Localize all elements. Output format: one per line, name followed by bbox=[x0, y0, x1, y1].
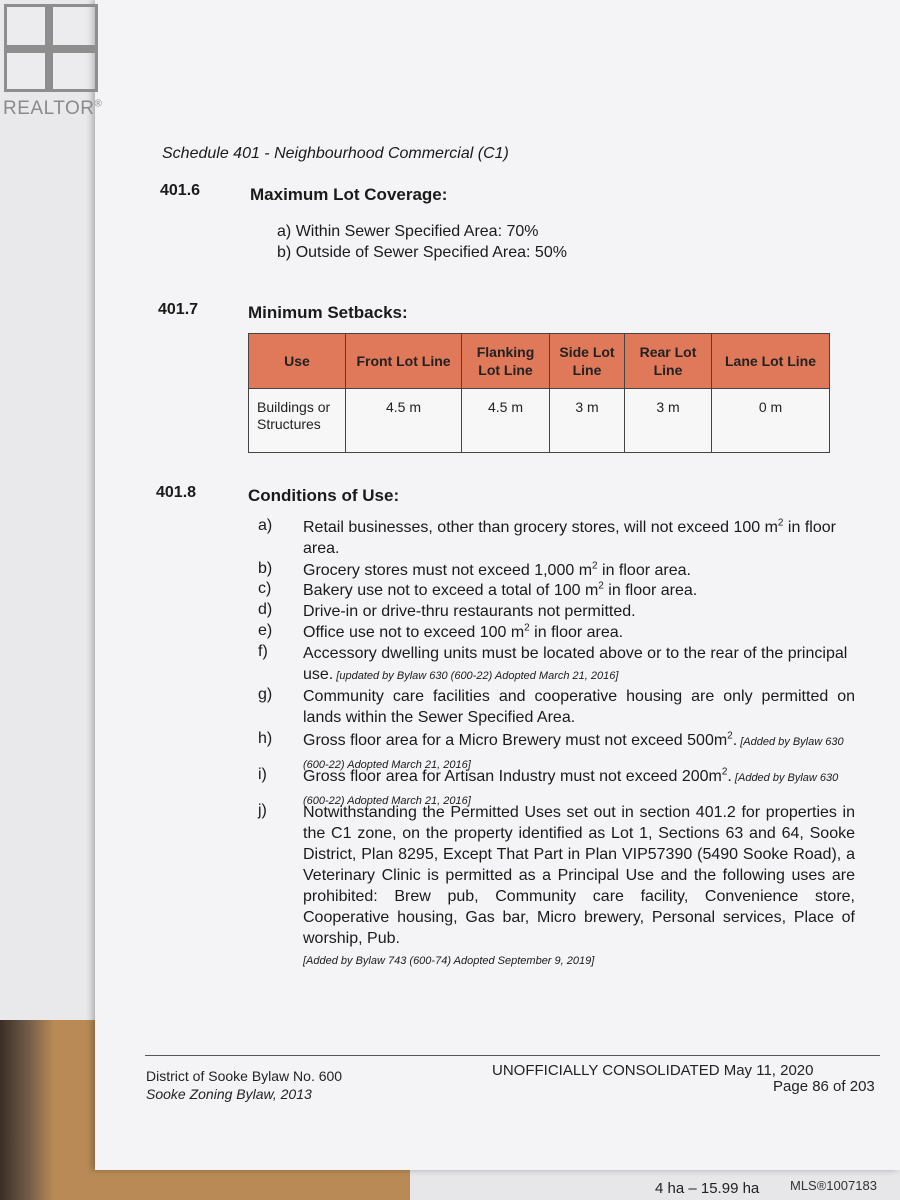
table-cell: 3 m bbox=[625, 389, 712, 453]
section-title-401-6: Maximum Lot Coverage: bbox=[250, 185, 448, 204]
footer-bylaw: District of Sooke Bylaw No. 600 bbox=[146, 1068, 343, 1084]
mls-watermark: MLS®1007183 bbox=[790, 1178, 877, 1193]
section-number-401-7: 401.7 bbox=[158, 301, 199, 318]
table-header-cell: Rear Lot Line bbox=[625, 334, 712, 389]
footer-page-number: Page 86 of 203 bbox=[773, 1078, 875, 1095]
coverage-item-a: a) Within Sewer Specified Area: 70% bbox=[277, 223, 539, 240]
table-header-cell: Use bbox=[249, 334, 346, 389]
footer-consolidated: UNOFFICIALLY CONSOLIDATED May 11, 2020 bbox=[492, 1062, 814, 1079]
table-row bbox=[249, 389, 830, 453]
table-cell: 4.5 m bbox=[462, 389, 550, 453]
table-cell: 4.5 m bbox=[346, 389, 462, 453]
table-cell: Buildings or Structures bbox=[249, 389, 346, 453]
table-header-cell: Lane Lot Line bbox=[712, 334, 830, 389]
realtor-logo-icon bbox=[4, 4, 98, 92]
section-number-401-6: 401.6 bbox=[160, 182, 201, 199]
coverage-item-b: b) Outside of Sewer Specified Area: 50% bbox=[277, 244, 567, 261]
table-header-cell: Front Lot Line bbox=[346, 334, 462, 389]
schedule-title: Schedule 401 - Neighbourhood Commercial (C1) bbox=[162, 145, 509, 162]
realtor-logo bbox=[0, 0, 105, 126]
realtor-logo-text: REALTOR® bbox=[3, 98, 103, 119]
section-number-401-8: 401.8 bbox=[156, 484, 197, 501]
background-sheet-text: 4 ha – 15.99 ha bbox=[655, 1180, 760, 1197]
setbacks-table bbox=[248, 333, 830, 453]
table-header-cell: Flanking Lot Line bbox=[462, 334, 550, 389]
table-header-cell: Side Lot Line bbox=[550, 334, 625, 389]
section-title-401-7: Minimum Setbacks: bbox=[248, 303, 408, 322]
table-cell: 0 m bbox=[712, 389, 830, 453]
footer-divider bbox=[145, 1055, 880, 1056]
table-cell: 3 m bbox=[550, 389, 625, 453]
footer-bylaw-name: Sooke Zoning Bylaw, 2013 bbox=[146, 1086, 312, 1102]
section-title-401-8: Conditions of Use: bbox=[248, 486, 400, 505]
table-header-row bbox=[249, 334, 830, 389]
